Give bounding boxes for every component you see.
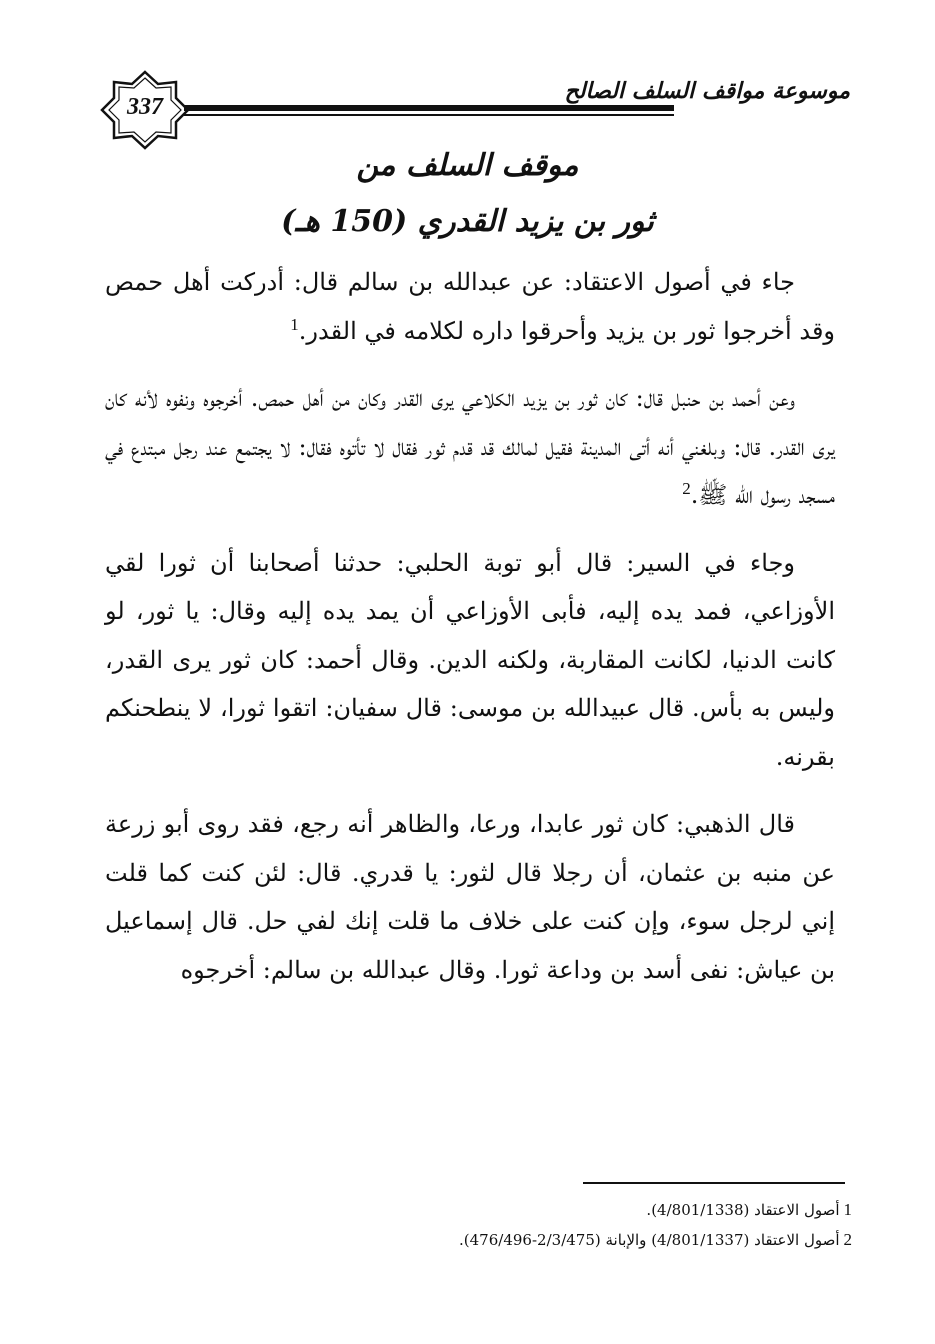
footnote-text: أصول الاعتقاد (4/801/1337) والإبانة (2/3/475-476/496). — [459, 1231, 840, 1249]
paragraph-text: وجاء في السير: قال أبو توبة الحلبي: حدثنا أصحابنا أن ثورا لقي الأوزاعي، فمد يده إليه، فأبى الأوزاعي أن يمد يده إليه وقال: يا ثور، لو كانت الدنيا، لكانت المقاربة، ولكنه الدين. وقال أحمد: كان ثور يرى القدر، وليس به بأس. قال عبيدالله بن موسى: قال سفيان: اتقوا ثورا، لا ينطحنكم بقرنه. — [105, 548, 835, 771]
chapter-title-line-1: موقف السلف من — [356, 148, 579, 183]
header-rule — [184, 104, 674, 116]
paragraph-text: وعن أحمد بن حنبل قال: كان ثور بن يزيد الكلاعي يرى القدر وكان من أهل حمص. أخرجوه ونفوه لأنه كان يرى القدر. قال: وبلغني أنه أتى المدينة فقيل لمالك قد قدم ثور فقال لا تأتوه فقال: لا يجتمع عند رجل مبتدع في مسجد رسول الله ﷺ. — [105, 384, 835, 509]
paragraph — [105, 800, 835, 994]
footnote-text: أصول الاعتقاد (4/801/1338). — [646, 1201, 840, 1219]
page-header — [100, 70, 850, 150]
paragraph — [105, 374, 835, 520]
series-title: موسوعة مواقف السلف الصالح — [564, 78, 850, 104]
header-rule-thin — [184, 114, 674, 116]
paragraph — [105, 539, 835, 782]
body-text — [105, 258, 835, 1013]
paragraph-text: جاء في أصول الاعتقاد: عن عبدالله بن سالم قال: أدركت أهل حمص وقد أخرجوا ثور بن يزيد وأحرقوا داره لكلامه في القدر. — [105, 268, 835, 345]
footnote-separator — [583, 1182, 845, 1184]
footnote-number: 1 — [843, 1200, 852, 1219]
footnote-number: 2 — [843, 1230, 852, 1249]
footnote-item — [100, 1225, 852, 1255]
footnote-ref[interactable]: 1 — [290, 314, 299, 334]
paragraph-text: قال الذهبي: كان ثور عابدا، ورعا، والظاهر أنه رجع، فقد روى أبو زرعة عن منبه بن عثمان، أن رجلا قال لثور: يا قدري. قال: لئن كنت كما قلت إني لرجل سوء، وإن كنت على خلاف ما قلت إنك لفي حل. قال إسماعيل بن عياش: نفى أسد بن وداعة ثورا. وقال عبدالله بن سالم: أخرجوه — [105, 810, 835, 984]
footnote-item — [100, 1195, 852, 1225]
footnote-ref[interactable]: 2 — [682, 479, 691, 498]
paragraph — [105, 258, 835, 355]
page-number-badge — [100, 70, 190, 150]
page-number: 337 — [127, 94, 163, 120]
footnotes — [100, 1195, 852, 1255]
chapter-title-line-2: ثور بن يزيد القدري (150 هـ) — [281, 204, 654, 239]
header-rule-thick — [184, 105, 674, 111]
